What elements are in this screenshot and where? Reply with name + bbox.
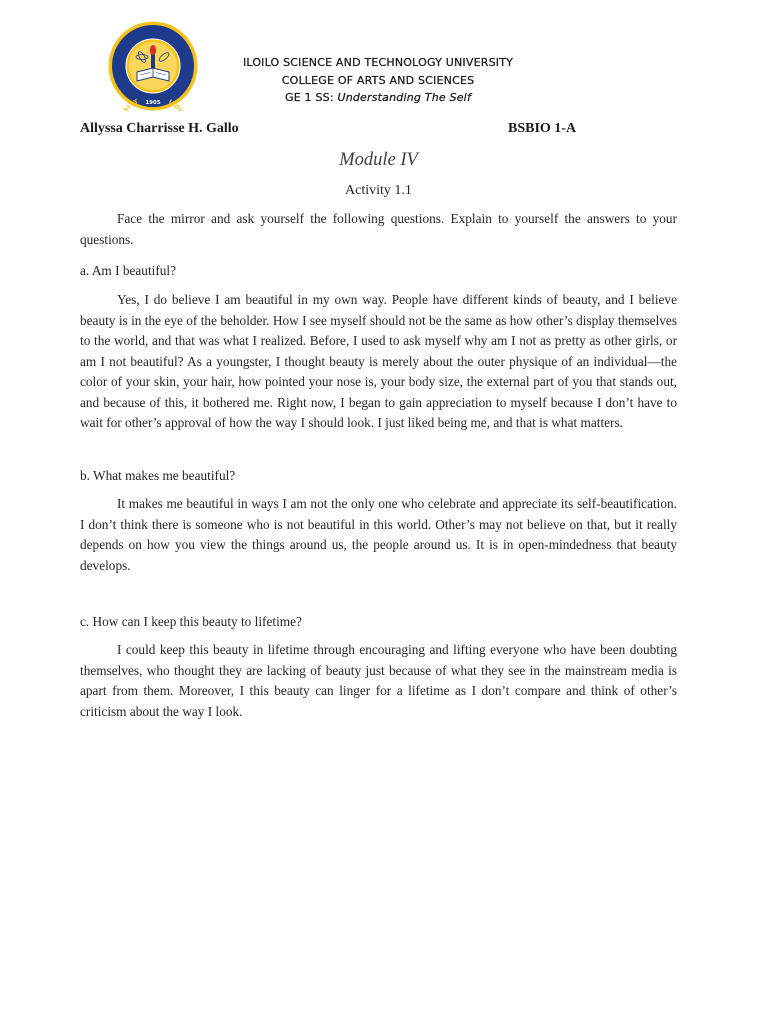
course-code: GE 1 SS: bbox=[284, 91, 334, 104]
module-title: Module IV bbox=[339, 150, 418, 170]
course-line bbox=[200, 89, 556, 107]
university-seal-logo bbox=[108, 21, 198, 111]
activity-title: Activity 1.1 bbox=[345, 183, 412, 198]
answer-paragraph: Yes, I do believe I am beautiful in my own way. People have different kinds of beauty, and I believe beauty is in the eye of the beholder. How I see myself should not be the same as how other’s display themselves to the world, and that was what I realized. Before, I used to ask myself why am I not as pretty as other girls, or am I not beautiful? As a youngster, I thought beauty is merely about the outer physique of an individual—the color of your skin, your hair, how pointed your nose is, your body size, the external part of you that stands out, and because of this, it bothered me. Right now, I began to gain appreciation to myself because I don’t have to wait for other’s approval of how the way I should look. I just liked being me, and that is what matters. bbox=[80, 292, 677, 430]
document-header bbox=[200, 54, 556, 107]
seal-year: 1905 bbox=[145, 100, 161, 106]
torch-flame-icon bbox=[150, 45, 156, 55]
question-label: a. Am I beautiful? bbox=[80, 263, 176, 278]
seal-icon bbox=[108, 21, 198, 111]
question-label: c. How can I keep this beauty to lifetime? bbox=[80, 614, 302, 629]
answer-paragraph: I could keep this beauty in lifetime through encouraging and lifting everyone who have been doubting themselves, who thought they are lacking of beauty just because of what they see in the mainstream media is apart from them. Moreover, I this beauty can linger for a lifetime as I don’t compare and think of other’s criticism about the way I look. bbox=[80, 642, 677, 719]
instructions-paragraph: Face the mirror and ask yourself the following questions. Explain to yourself the answers to your questions. bbox=[80, 211, 677, 247]
question-label: b. What makes me beautiful? bbox=[80, 468, 236, 483]
course-title: Understanding The Self bbox=[337, 91, 472, 104]
answer-paragraph: It makes me beautiful in ways I am not the only one who celebrate and appreciate its self-beautification. I don’t think there is someone who is not beautiful in this world. Other’s may not believe on that, but it really depends on how you view the things around us, the people around us. It is in open-mindedness that beauty develops. bbox=[80, 496, 677, 573]
college-name: COLLEGE OF ARTS AND SCIENCES bbox=[281, 73, 475, 87]
student-section: BSBIO 1-A bbox=[508, 121, 577, 136]
torch-handle bbox=[151, 54, 155, 69]
seal-ring-text: ILOI SITY bbox=[122, 97, 184, 111]
university-name: ILOILO SCIENCE AND TECHNOLOGY UNIVERSITY bbox=[242, 56, 514, 69]
student-name: Allyssa Charrisse H. Gallo bbox=[80, 121, 239, 136]
